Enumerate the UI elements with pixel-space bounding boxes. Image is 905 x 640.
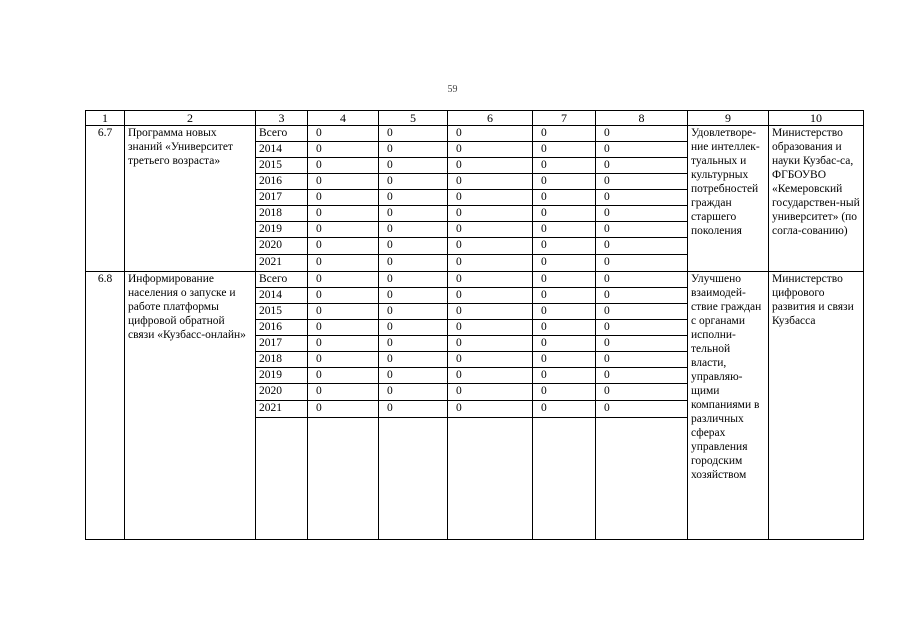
funding-value: 0 bbox=[596, 206, 688, 222]
year-label: 2018 bbox=[256, 206, 308, 222]
funding-value: 0 bbox=[379, 320, 448, 336]
responsible-executor: Министерство образования и науки Кузбас-са, ФГБОУВО «Кемеровский государствен-ный университет» (по согла-сованию) bbox=[769, 126, 864, 272]
funding-value: 0 bbox=[533, 158, 596, 174]
funding-value: 0 bbox=[533, 272, 596, 288]
funding-value: 0 bbox=[533, 336, 596, 352]
funding-value: 0 bbox=[596, 368, 688, 384]
funding-value: 0 bbox=[596, 272, 688, 288]
funding-value: 0 bbox=[308, 174, 379, 190]
column-header: 9 bbox=[688, 111, 769, 126]
funding-value: 0 bbox=[596, 288, 688, 304]
funding-value: 0 bbox=[379, 304, 448, 320]
column-header: 8 bbox=[596, 111, 688, 126]
column-header: 7 bbox=[533, 111, 596, 126]
funding-value: 0 bbox=[379, 174, 448, 190]
funding-value: 0 bbox=[308, 126, 379, 142]
funding-value: 0 bbox=[596, 304, 688, 320]
column-header: 10 bbox=[769, 111, 864, 126]
funding-value: 0 bbox=[379, 158, 448, 174]
funding-value: 0 bbox=[308, 222, 379, 238]
funding-value: 0 bbox=[308, 384, 379, 401]
empty-cell bbox=[379, 418, 448, 540]
expected-result: Улучшено взаимодей-ствие граждан с органами исполни-тельной власти, управляю-щими компаниями в различных сферах управления городским хозяйством bbox=[688, 272, 769, 540]
funding-value: 0 bbox=[308, 336, 379, 352]
funding-value: 0 bbox=[308, 401, 379, 418]
funding-value: 0 bbox=[448, 304, 533, 320]
funding-value: 0 bbox=[448, 222, 533, 238]
funding-value: 0 bbox=[596, 384, 688, 401]
funding-value: 0 bbox=[596, 222, 688, 238]
funding-value: 0 bbox=[379, 401, 448, 418]
funding-value: 0 bbox=[533, 401, 596, 418]
funding-value: 0 bbox=[533, 352, 596, 368]
year-label: 2017 bbox=[256, 336, 308, 352]
funding-value: 0 bbox=[308, 320, 379, 336]
header-row bbox=[86, 111, 864, 126]
funding-value: 0 bbox=[533, 142, 596, 158]
funding-value: 0 bbox=[448, 272, 533, 288]
funding-value: 0 bbox=[308, 368, 379, 384]
column-header: 4 bbox=[308, 111, 379, 126]
funding-value: 0 bbox=[379, 336, 448, 352]
funding-value: 0 bbox=[533, 126, 596, 142]
funding-value: 0 bbox=[379, 384, 448, 401]
funding-value: 0 bbox=[533, 384, 596, 401]
funding-value: 0 bbox=[379, 288, 448, 304]
year-label: 2015 bbox=[256, 304, 308, 320]
funding-value: 0 bbox=[308, 158, 379, 174]
funding-value: 0 bbox=[308, 206, 379, 222]
funding-value: 0 bbox=[448, 190, 533, 206]
funding-value: 0 bbox=[448, 238, 533, 255]
funding-value: 0 bbox=[448, 126, 533, 142]
funding-value: 0 bbox=[379, 352, 448, 368]
funding-value: 0 bbox=[448, 288, 533, 304]
column-header: 3 bbox=[256, 111, 308, 126]
column-header: 6 bbox=[448, 111, 533, 126]
funding-value: 0 bbox=[308, 288, 379, 304]
funding-value: 0 bbox=[379, 206, 448, 222]
item-number: 6.8 bbox=[86, 272, 125, 540]
empty-cell bbox=[533, 418, 596, 540]
funding-value: 0 bbox=[596, 320, 688, 336]
column-header: 1 bbox=[86, 111, 125, 126]
year-label: Всего bbox=[256, 126, 308, 142]
empty-cell bbox=[308, 418, 379, 540]
program-table bbox=[85, 110, 864, 540]
funding-value: 0 bbox=[533, 320, 596, 336]
funding-value: 0 bbox=[448, 320, 533, 336]
funding-value: 0 bbox=[379, 368, 448, 384]
funding-value: 0 bbox=[379, 255, 448, 272]
responsible-executor: Министерство цифрового развития и связи Кузбасса bbox=[769, 272, 864, 540]
funding-value: 0 bbox=[308, 304, 379, 320]
funding-value: 0 bbox=[533, 222, 596, 238]
year-label: 2019 bbox=[256, 222, 308, 238]
funding-value: 0 bbox=[448, 368, 533, 384]
item-title: Программа новых знаний «Университет третьего возраста» bbox=[125, 126, 256, 272]
funding-value: 0 bbox=[533, 174, 596, 190]
page-number: 59 bbox=[447, 84, 458, 95]
funding-value: 0 bbox=[533, 304, 596, 320]
funding-value: 0 bbox=[308, 352, 379, 368]
year-label: 2017 bbox=[256, 190, 308, 206]
funding-value: 0 bbox=[596, 401, 688, 418]
year-label: 2018 bbox=[256, 352, 308, 368]
column-header: 5 bbox=[379, 111, 448, 126]
empty-cell bbox=[256, 418, 308, 540]
funding-value: 0 bbox=[308, 272, 379, 288]
funding-value: 0 bbox=[448, 255, 533, 272]
funding-value: 0 bbox=[448, 158, 533, 174]
year-label: 2021 bbox=[256, 401, 308, 418]
funding-value: 0 bbox=[308, 238, 379, 255]
funding-value: 0 bbox=[533, 206, 596, 222]
funding-value: 0 bbox=[596, 238, 688, 255]
funding-value: 0 bbox=[533, 255, 596, 272]
funding-value: 0 bbox=[533, 238, 596, 255]
year-label: 2015 bbox=[256, 158, 308, 174]
funding-value: 0 bbox=[596, 255, 688, 272]
funding-value: 0 bbox=[448, 142, 533, 158]
funding-value: 0 bbox=[308, 142, 379, 158]
table-row bbox=[86, 272, 864, 288]
year-label: 2020 bbox=[256, 238, 308, 255]
funding-value: 0 bbox=[596, 126, 688, 142]
year-label: 2019 bbox=[256, 368, 308, 384]
funding-value: 0 bbox=[596, 158, 688, 174]
funding-value: 0 bbox=[533, 368, 596, 384]
funding-value: 0 bbox=[448, 336, 533, 352]
funding-value: 0 bbox=[448, 384, 533, 401]
funding-value: 0 bbox=[448, 401, 533, 418]
year-label: 2014 bbox=[256, 142, 308, 158]
funding-value: 0 bbox=[308, 255, 379, 272]
funding-value: 0 bbox=[379, 142, 448, 158]
year-label: 2021 bbox=[256, 255, 308, 272]
year-label: 2016 bbox=[256, 174, 308, 190]
empty-cell bbox=[448, 418, 533, 540]
funding-value: 0 bbox=[448, 206, 533, 222]
table-row bbox=[86, 126, 864, 142]
funding-value: 0 bbox=[379, 222, 448, 238]
funding-value: 0 bbox=[596, 174, 688, 190]
funding-value: 0 bbox=[596, 352, 688, 368]
funding-value: 0 bbox=[596, 142, 688, 158]
empty-cell bbox=[596, 418, 688, 540]
funding-value: 0 bbox=[308, 190, 379, 206]
expected-result: Удовлетворе-ние интеллек-туальных и культурных потребностей граждан старшего поколения bbox=[688, 126, 769, 272]
funding-value: 0 bbox=[533, 288, 596, 304]
funding-value: 0 bbox=[379, 238, 448, 255]
funding-value: 0 bbox=[448, 352, 533, 368]
funding-value: 0 bbox=[533, 190, 596, 206]
year-label: 2016 bbox=[256, 320, 308, 336]
item-number: 6.7 bbox=[86, 126, 125, 272]
funding-value: 0 bbox=[448, 174, 533, 190]
funding-value: 0 bbox=[379, 126, 448, 142]
column-header: 2 bbox=[125, 111, 256, 126]
funding-value: 0 bbox=[379, 190, 448, 206]
item-title: Информирование населения о запуске и работе платформы цифровой обратной связи «Кузбасс-онлайн» bbox=[125, 272, 256, 540]
funding-value: 0 bbox=[596, 336, 688, 352]
funding-value: 0 bbox=[596, 190, 688, 206]
year-label: 2020 bbox=[256, 384, 308, 401]
year-label: Всего bbox=[256, 272, 308, 288]
year-label: 2014 bbox=[256, 288, 308, 304]
funding-value: 0 bbox=[379, 272, 448, 288]
